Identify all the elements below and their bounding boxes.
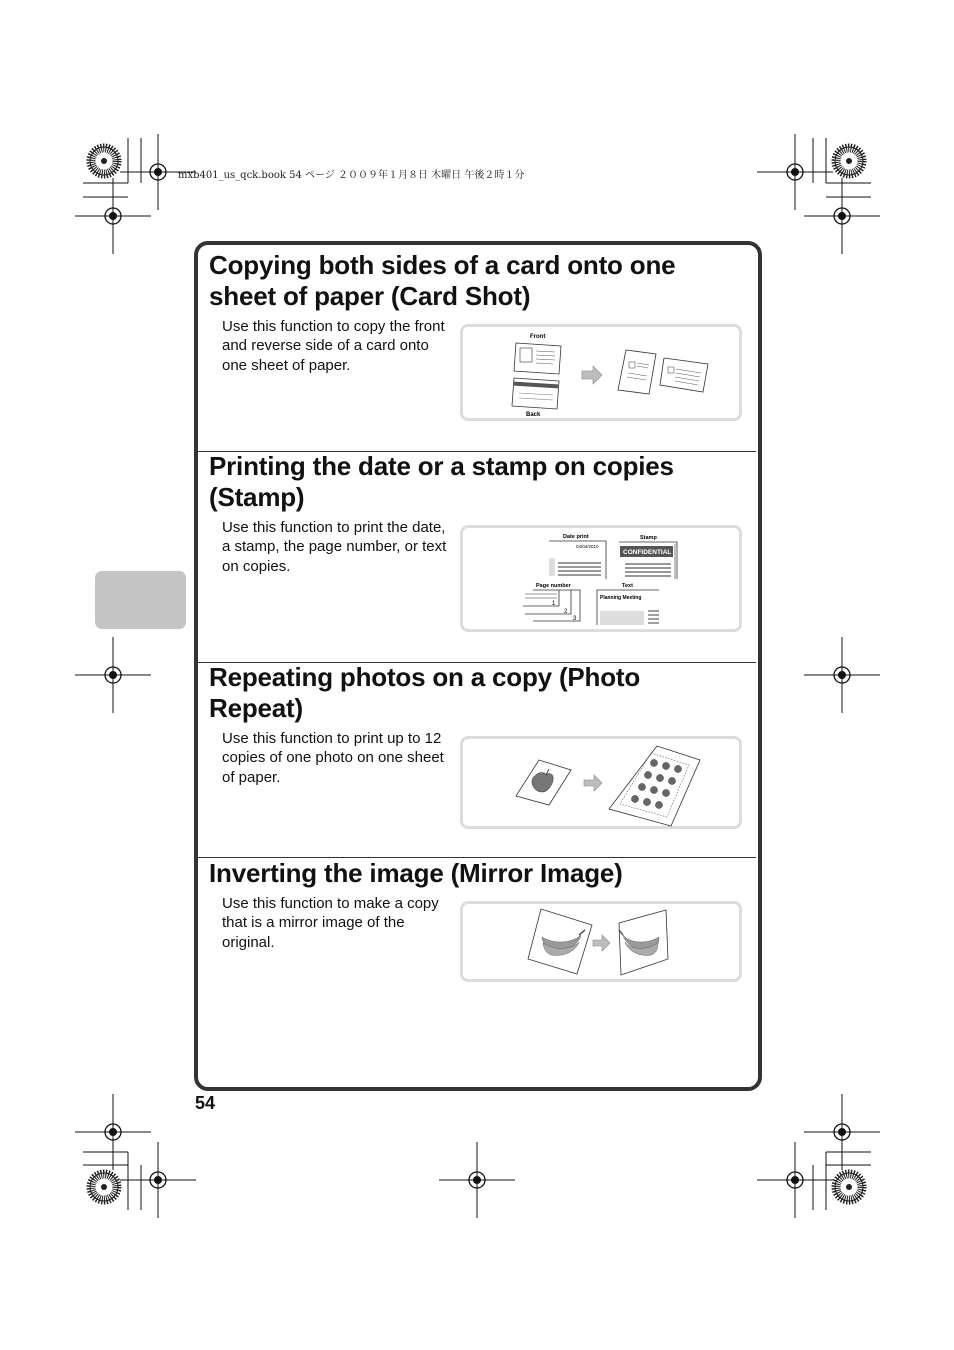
label-stamp: Stamp: [640, 535, 657, 541]
illustration-card-shot: [460, 324, 742, 421]
section-description-stamp: Use this function to print the date, a stamp, the page number, or text on copies.: [222, 519, 447, 575]
section-title-card-shot: Copying both sides of a card onto one sheet of paper (Card Shot): [209, 250, 676, 311]
arrow-icon: [582, 366, 602, 384]
starburst-icon: [835, 1173, 863, 1201]
illustration-stamp: [460, 525, 742, 632]
registration-mark-icon: [757, 134, 833, 210]
arrow-icon: [593, 935, 610, 951]
card-back-icon: [512, 378, 559, 409]
paper-landscape-icon: [660, 358, 708, 392]
registration-mark-icon: [439, 1142, 515, 1218]
illustration-photo-repeat: [460, 736, 742, 829]
label-front: Front: [530, 334, 546, 340]
section-description-mirror-image: Use this function to make a copy that is a mirror image of the original.: [222, 895, 439, 951]
illustration-mirror-image: [460, 901, 742, 982]
banana-original-icon: [528, 909, 592, 974]
page-number-1: 1: [552, 601, 556, 607]
page-number: 54: [195, 1093, 216, 1113]
registration-mark-icon: [804, 178, 880, 254]
paper-portrait-icon: [618, 350, 656, 394]
banana-mirrored-icon: [619, 910, 668, 975]
card-front-icon: [514, 343, 561, 374]
label-text: Text: [622, 583, 633, 589]
page-number-3: 3: [573, 616, 577, 622]
section-description-card-shot: Use this function to copy the front and reverse side of a card onto one sheet of paper.: [222, 318, 445, 374]
section-title-photo-repeat: Repeating photos on a copy (Photo Repeat): [209, 662, 641, 723]
registration-mark-icon: [804, 1094, 880, 1170]
chapter-tab: [95, 571, 186, 629]
label-date-print: Date print: [563, 534, 589, 540]
starburst-icon: [90, 147, 118, 175]
label-page-number: Page number: [536, 583, 571, 589]
registration-mark-icon: [75, 178, 151, 254]
registration-mark-icon: [757, 1142, 833, 1218]
section-title-mirror-image: Inverting the image (Mirror Image): [209, 858, 623, 888]
page-number-2: 2: [564, 609, 568, 615]
date-value: 04/04/2010: [576, 544, 599, 549]
registration-mark-icon: [75, 637, 151, 713]
label-back: Back: [526, 412, 541, 418]
text-value: Planning Meeting: [600, 595, 642, 601]
section-title-stamp: Printing the date or a stamp on copies (Stamp): [209, 451, 674, 512]
registration-mark-icon: [804, 637, 880, 713]
stamp-value: CONFIDENTIAL: [623, 549, 672, 556]
registration-mark-icon: [120, 1142, 196, 1218]
starburst-icon: [90, 1173, 118, 1201]
arrow-icon: [584, 775, 602, 791]
photo-repeat-sheet-icon: [609, 746, 700, 826]
stamp-page-icon: [619, 542, 677, 579]
starburst-icon: [835, 147, 863, 175]
section-description-photo-repeat: Use this function to print up to 12 copies of one photo on one sheet of paper.: [222, 730, 444, 786]
registration-mark-icon: [75, 1094, 151, 1170]
apple-photo-icon: [516, 760, 571, 805]
print-header-line: mxb401_us_qck.book 54 ページ ２００９年１月８日 木曜日 午後２時１分: [178, 170, 525, 181]
